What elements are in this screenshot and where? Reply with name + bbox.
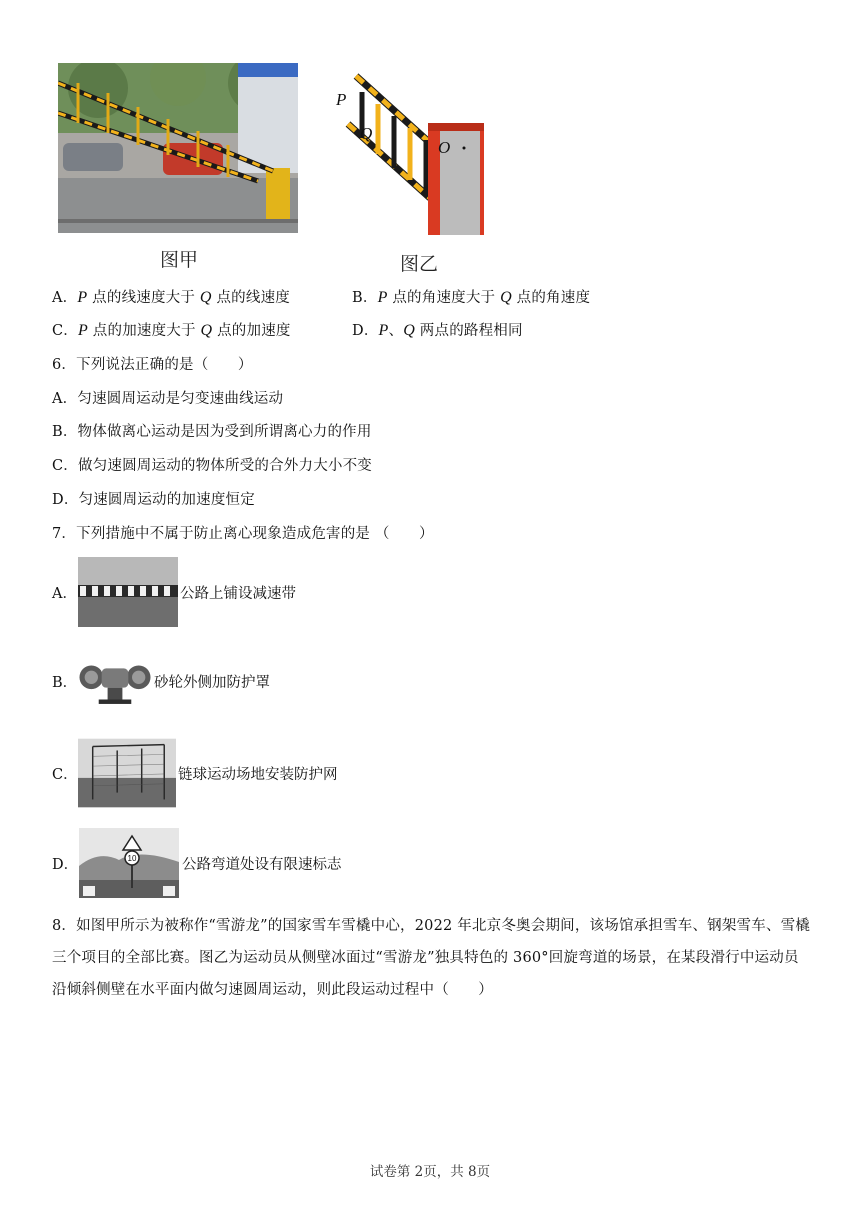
q7-option-desc: 公路上铺设减速带 [180,585,296,602]
grinding-wheel-photo [78,646,152,716]
q7-option-d[interactable] [52,828,342,898]
point-q-label: Q [360,124,373,143]
q7-option-a[interactable] [52,557,296,627]
q6-option-d[interactable]: D．匀速圆周运动的加速度恒定 [52,492,255,508]
q6-option-c[interactable]: C．做匀速圆周运动的物体所受的合外力大小不变 [52,458,372,474]
q7-option-letter: C． [52,766,78,783]
q8-stem: 8．如图甲所示为被称作“雪游龙”的国家雪车雪橇中心，2022 年北京冬奥会期间，该场馆承担雪车、钢架雪车、雪橇三个项目的全部比赛。图乙为运动员从侧壁冰面过“雪游龙”独具特色的 360°回旋弯道的场景，在某段滑行中运动员沿倾斜侧壁在水平面内做匀速圆周运动，则此段运动过程中（ ） [52,918,811,998]
q6-option-a[interactable]: A．匀速圆周运动是匀变速曲线运动 [52,391,284,407]
q7-option-desc: 链球运动场地安装防护网 [178,766,338,783]
point-o-label: O [438,138,451,157]
barrier-photo-image [58,63,298,233]
q5-option-d[interactable]: D．P、Q 两点的路程相同 [352,322,523,339]
q7-option-b[interactable] [52,646,270,716]
page-footer: 试卷第 2页，共 8页 [369,1164,491,1180]
speed-bump-photo [78,557,178,627]
figure-jia-caption: 图甲 [160,249,199,271]
figure-yi-caption: 图乙 [400,253,439,275]
q7-option-letter: D． [52,856,79,873]
q5-option-b[interactable]: B．P 点的角速度大于 Q 点的角速度 [352,289,591,306]
point-p-label: P [336,90,347,109]
figure-jia-photo [58,63,298,233]
q7-option-desc: 砂轮外侧加防护罩 [154,674,270,691]
q7-option-letter: A． [52,585,77,602]
q5-option-a[interactable]: A．P 点的线速度大于 Q 点的线速度 [52,289,290,306]
figure-yi-diagram [328,68,488,238]
q6-option-b[interactable]: B．物体做离心运动是因为受到所谓离心力的作用 [52,424,372,440]
q7-stem: 7．下列措施中不属于防止离心现象造成危害的是 （ ） [52,526,434,542]
sign-speed-text: 10 [127,854,137,863]
q5-option-c[interactable]: C．P 点的加速度大于 Q 点的加速度 [52,322,291,339]
q7-option-desc: 公路弯道处设有限速标志 [182,856,342,873]
q6-stem: 6．下列说法正确的是（ ） [52,357,253,373]
barrier-post [428,123,484,235]
hammer-throw-cage-photo [78,738,176,808]
speed-limit-sign-photo [78,828,180,898]
q7-option-letter: B． [52,674,78,691]
q7-option-c[interactable] [52,738,338,808]
